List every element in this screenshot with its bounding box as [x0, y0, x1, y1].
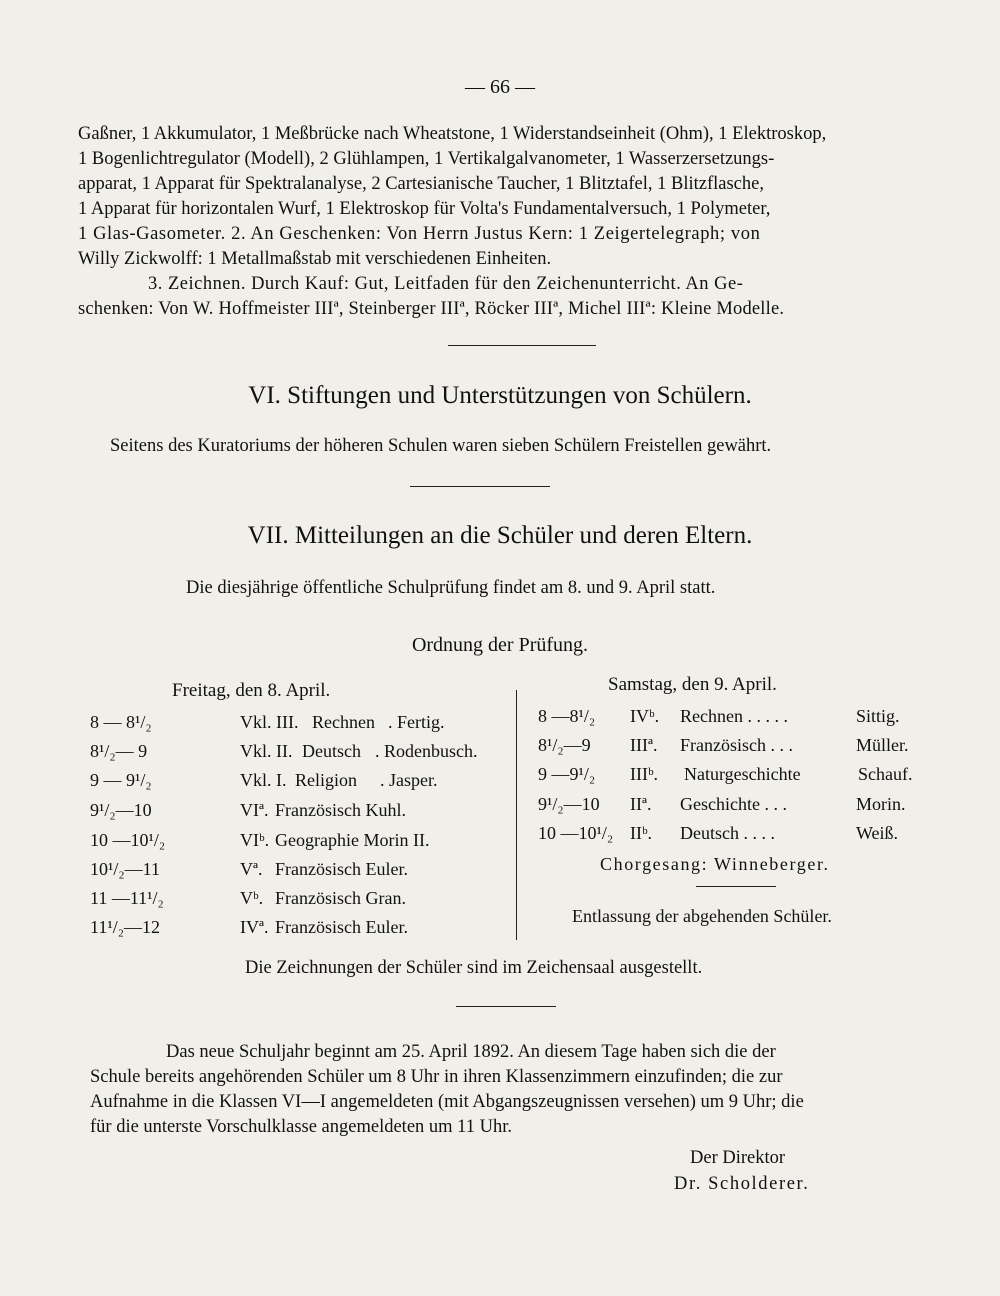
closing-line: für die unterste Vorschulklasse angemeldeten um 11 Uhr.	[90, 1117, 512, 1137]
time-cell: 8 —8¹/₂	[538, 706, 596, 726]
friday-schedule	[90, 712, 500, 942]
friday-heading: Freitag, den 8. April.	[172, 680, 331, 701]
time-cell: 9 — 9¹/₂	[90, 770, 152, 790]
time-cell: 9¹/₂—10	[90, 800, 152, 820]
schedule-column-divider	[516, 690, 517, 940]
class-cell: IVᵇ.	[630, 706, 660, 726]
class-cell: IIIª.	[630, 735, 658, 755]
divider-rule	[456, 1006, 556, 1007]
subject-cell: Französisch . . .	[680, 735, 793, 755]
class-cell: Vkl. II.	[240, 741, 293, 761]
subject-cell: Geographie Morin II.	[275, 830, 430, 850]
subject-cell: Deutsch	[302, 741, 361, 761]
ordnung-title: Ordnung der Prüfung.	[411, 634, 589, 656]
inventory-line: apparat, 1 Apparat für Spektralanalyse, 2 Cartesianische Taucher, 1 Blitztafel, 1 Blitzflasche,	[78, 174, 764, 194]
section-vi-heading: VI. Stiftungen und Unterstützungen von Schülern.	[248, 382, 752, 409]
time-cell: 9¹/₂—10	[538, 794, 600, 814]
inventory-paragraph	[78, 122, 918, 282]
inventory-line: 1 Glas-Gasometer. 2. An Geschenken: Von Herrn Justus Kern: 1 Zeigertelegraph; von	[78, 224, 761, 244]
subject-cell: Deutsch . . . .	[680, 823, 775, 843]
class-cell: Vkl. III.	[240, 712, 299, 732]
signature-name: Dr. Scholderer.	[674, 1174, 810, 1194]
subject-cell: Französisch Euler.	[275, 917, 408, 937]
closing-line: Das neue Schuljahr beginnt am 25. April 1892. An diesem Tage haben sich die der	[166, 1042, 776, 1062]
time-cell: 10¹/₂—11	[90, 859, 161, 879]
zeichnen-paragraph	[78, 272, 918, 332]
teacher-cell: Morin.	[856, 794, 906, 814]
subject-cell: Naturgeschichte	[684, 764, 801, 784]
inventory-line: 1 Apparat für horizontalen Wurf, 1 Elektroskop für Volta's Fundamentalversuch, 1 Polymeter,	[78, 199, 771, 219]
inventory-line: 1 Bogenlichtregulator (Modell), 2 Glühlampen, 1 Vertikalgalvanometer, 1 Wasserzersetzungs-	[78, 149, 775, 169]
time-cell: 8¹/₂—9	[538, 735, 591, 755]
class-cell: Vkl. I.	[240, 770, 287, 790]
time-cell: 8 — 8¹/₂	[90, 712, 152, 732]
teacher-cell: . Fertig.	[388, 712, 445, 732]
page-number: — 66 —	[465, 76, 535, 98]
class-cell: Vᵇ.	[240, 888, 264, 908]
chorgesang: Chorgesang: Winneberger.	[600, 854, 830, 874]
time-cell: 9 —9¹/₂	[538, 764, 596, 784]
divider-rule	[448, 345, 596, 346]
subject-cell: Französisch Euler.	[275, 859, 408, 879]
subject-cell: Französisch Gran.	[275, 888, 406, 908]
time-cell: 10 —10¹/₂	[90, 830, 166, 850]
time-cell: 11 —11¹/₂	[90, 888, 164, 908]
subject-cell: Rechnen . . . . .	[680, 706, 788, 726]
class-cell: VIª.	[240, 800, 269, 820]
inventory-line: Gaßner, 1 Akkumulator, 1 Meßbrücke nach Wheatstone, 1 Widerstandseinheit (Ohm), 1 Elektroskop,	[78, 124, 827, 144]
divider-rule	[410, 486, 550, 487]
section-vii-intro: Die diesjährige öffentliche Schulprüfung findet am 8. und 9. April statt.	[186, 578, 716, 598]
teacher-cell: Sittig.	[856, 706, 900, 726]
teacher-cell: Schauf.	[858, 764, 913, 784]
class-cell: IIIᵇ.	[630, 764, 659, 784]
inventory-line: Willy Zickwolff: 1 Metallmaßstab mit verschiedenen Einheiten.	[78, 249, 552, 269]
time-cell: 8¹/₂— 9	[90, 741, 148, 761]
subject-cell: Rechnen	[312, 712, 375, 732]
zeichnen-line: 3. Zeichnen. Durch Kauf: Gut, Leitfaden für den Zeichenunterricht. An Ge-	[148, 274, 744, 294]
saturday-heading: Samstag, den 9. April.	[608, 674, 777, 695]
closing-paragraph	[78, 1040, 918, 1150]
class-cell: Vª.	[240, 859, 263, 879]
section-vii-heading: VII. Mitteilungen an die Schüler und deren Eltern.	[247, 522, 753, 549]
divider-rule	[696, 886, 776, 887]
class-cell: IIª.	[630, 794, 652, 814]
class-cell: VIᵇ.	[240, 830, 270, 850]
time-cell: 10 —10¹/₂	[538, 823, 614, 843]
teacher-cell: . Jasper.	[380, 770, 438, 790]
teacher-cell: Müller.	[856, 735, 909, 755]
section-vi-text: Seitens des Kuratoriums der höheren Schulen waren sieben Schülern Freistellen gewährt.	[110, 436, 772, 456]
signature-title: Der Direktor	[690, 1148, 786, 1168]
closing-line: Aufnahme in die Klassen VI—I angemeldeten (mit Abgangszeugnissen versehen) um 9 Uhr; die	[90, 1092, 804, 1112]
teacher-cell: Weiß.	[856, 823, 899, 843]
time-cell: 11¹/₂—12	[90, 917, 161, 937]
closing-line: Schule bereits angehörenden Schüler um 8 Uhr in ihren Klassenzimmern einzufinden; die zur	[90, 1067, 783, 1087]
entlassung: Entlassung der abgehenden Schüler.	[572, 906, 832, 926]
teacher-cell: . Rodenbusch.	[375, 741, 478, 761]
class-cell: IVª.	[240, 917, 269, 937]
zeichnungen-note: Die Zeichnungen der Schüler sind im Zeichensaal ausgestellt.	[245, 958, 703, 978]
zeichnen-line: schenken: Von W. Hoffmeister IIIª, Steinberger IIIª, Röcker IIIª, Michel IIIª: Kleine Modelle.	[78, 299, 785, 319]
subject-cell: Geschichte . . .	[680, 794, 787, 814]
subject-cell: Französisch Kuhl.	[275, 800, 406, 820]
subject-cell: Religion	[295, 770, 357, 790]
class-cell: IIᵇ.	[630, 823, 653, 843]
